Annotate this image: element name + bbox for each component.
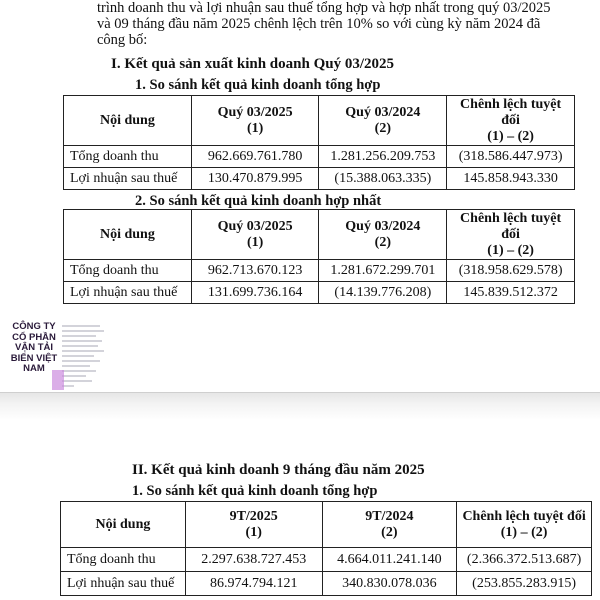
intro-line: trình doanh thu và lợi nhuận sau thuế tổng hợp và hợp nhất trong quý 03/2025 <box>97 0 551 16</box>
value-cell: (318.958.629.578) <box>447 260 575 282</box>
value-cell: 340.830.078.036 <box>322 572 457 596</box>
section-1-title: I. Kết quả sản xuất kinh doanh Quý 03/2025 <box>111 56 395 72</box>
header-cell: Quý 03/2025 (1) <box>191 96 319 146</box>
value-cell: 1.281.256.209.753 <box>319 146 447 168</box>
row-label: Lợi nhuận sau thuế <box>64 282 192 304</box>
table-header-row <box>61 502 592 548</box>
value-cell: (318.586.447.973) <box>447 146 575 168</box>
header-cell: Nội dung <box>64 210 192 260</box>
table-row <box>64 146 575 168</box>
value-cell: 145.858.943.330 <box>447 168 575 190</box>
value-cell: (2.366.372.513.687) <box>457 548 592 572</box>
header-cell: Quý 03/2024 (2) <box>319 210 447 260</box>
company-stamp-signature <box>8 322 123 394</box>
table-2-title: 2. So sánh kết quả kinh doanh hợp nhất <box>135 193 382 209</box>
value-cell: 962.669.761.780 <box>191 146 319 168</box>
table-row <box>64 260 575 282</box>
value-cell: 1.281.672.299.701 <box>319 260 447 282</box>
header-cell: Chênh lệch tuyệt đối (1) – (2) <box>457 502 592 548</box>
table-header-row <box>64 210 575 260</box>
document-page-bottom <box>0 420 600 600</box>
row-label: Tổng doanh thu <box>64 146 192 168</box>
value-cell: 131.699.736.164 <box>191 282 319 304</box>
header-cell: Chênh lệch tuyệt đối (1) – (2) <box>447 96 575 146</box>
value-cell: (14.139.776.208) <box>319 282 447 304</box>
intro-paragraph <box>97 0 567 48</box>
row-label: Lợi nhuận sau thuế <box>64 168 192 190</box>
table-row <box>61 548 592 572</box>
header-cell: 9T/2025 (1) <box>185 502 322 548</box>
header-cell: Quý 03/2025 (1) <box>191 210 319 260</box>
table-3-title: 1. So sánh kết quả kinh doanh tổng hợp <box>132 483 378 499</box>
header-cell: Nội dung <box>61 502 186 548</box>
table-row <box>64 282 575 304</box>
row-label: Lợi nhuận sau thuế <box>61 572 186 596</box>
value-cell: (253.855.283.915) <box>457 572 592 596</box>
stamp-company-name: CÔNG TY CỔ PHẦN VẬN TẢI BIỂN VIỆT NAM <box>10 321 58 374</box>
stamp-seal-mark <box>52 370 64 390</box>
header-cell: Nội dung <box>64 96 192 146</box>
table-quarter-consolidated-summary <box>63 95 575 190</box>
header-cell: Quý 03/2024 (2) <box>319 96 447 146</box>
value-cell: 130.470.879.995 <box>191 168 319 190</box>
value-cell: 2.297.638.727.453 <box>185 548 322 572</box>
section-2-title: II. Kết quả kinh doanh 9 tháng đầu năm 2025 <box>132 462 425 478</box>
digital-signature-block <box>60 322 108 392</box>
value-cell: 86.974.794.121 <box>185 572 322 596</box>
table-header-row <box>64 96 575 146</box>
header-cell: 9T/2024 (2) <box>322 502 457 548</box>
value-cell: 4.664.011.241.140 <box>322 548 457 572</box>
table-row <box>61 572 592 596</box>
page-separator <box>0 392 600 420</box>
value-cell: 145.839.512.372 <box>447 282 575 304</box>
table-1-title: 1. So sánh kết quả kinh doanh tổng hợp <box>135 77 381 93</box>
intro-line: công bố: <box>97 32 148 48</box>
intro-line: và 09 tháng đầu năm 2025 chênh lệch trên 10% so với cùng kỳ năm 2024 đã <box>97 16 541 32</box>
table-quarter-group-consolidated <box>63 209 575 304</box>
row-label: Tổng doanh thu <box>64 260 192 282</box>
value-cell: 962.713.670.123 <box>191 260 319 282</box>
header-cell: Chênh lệch tuyệt đối (1) – (2) <box>447 210 575 260</box>
table-nine-months-summary <box>60 501 592 596</box>
table-row <box>64 168 575 190</box>
value-cell: (15.388.063.335) <box>319 168 447 190</box>
row-label: Tổng doanh thu <box>61 548 186 572</box>
